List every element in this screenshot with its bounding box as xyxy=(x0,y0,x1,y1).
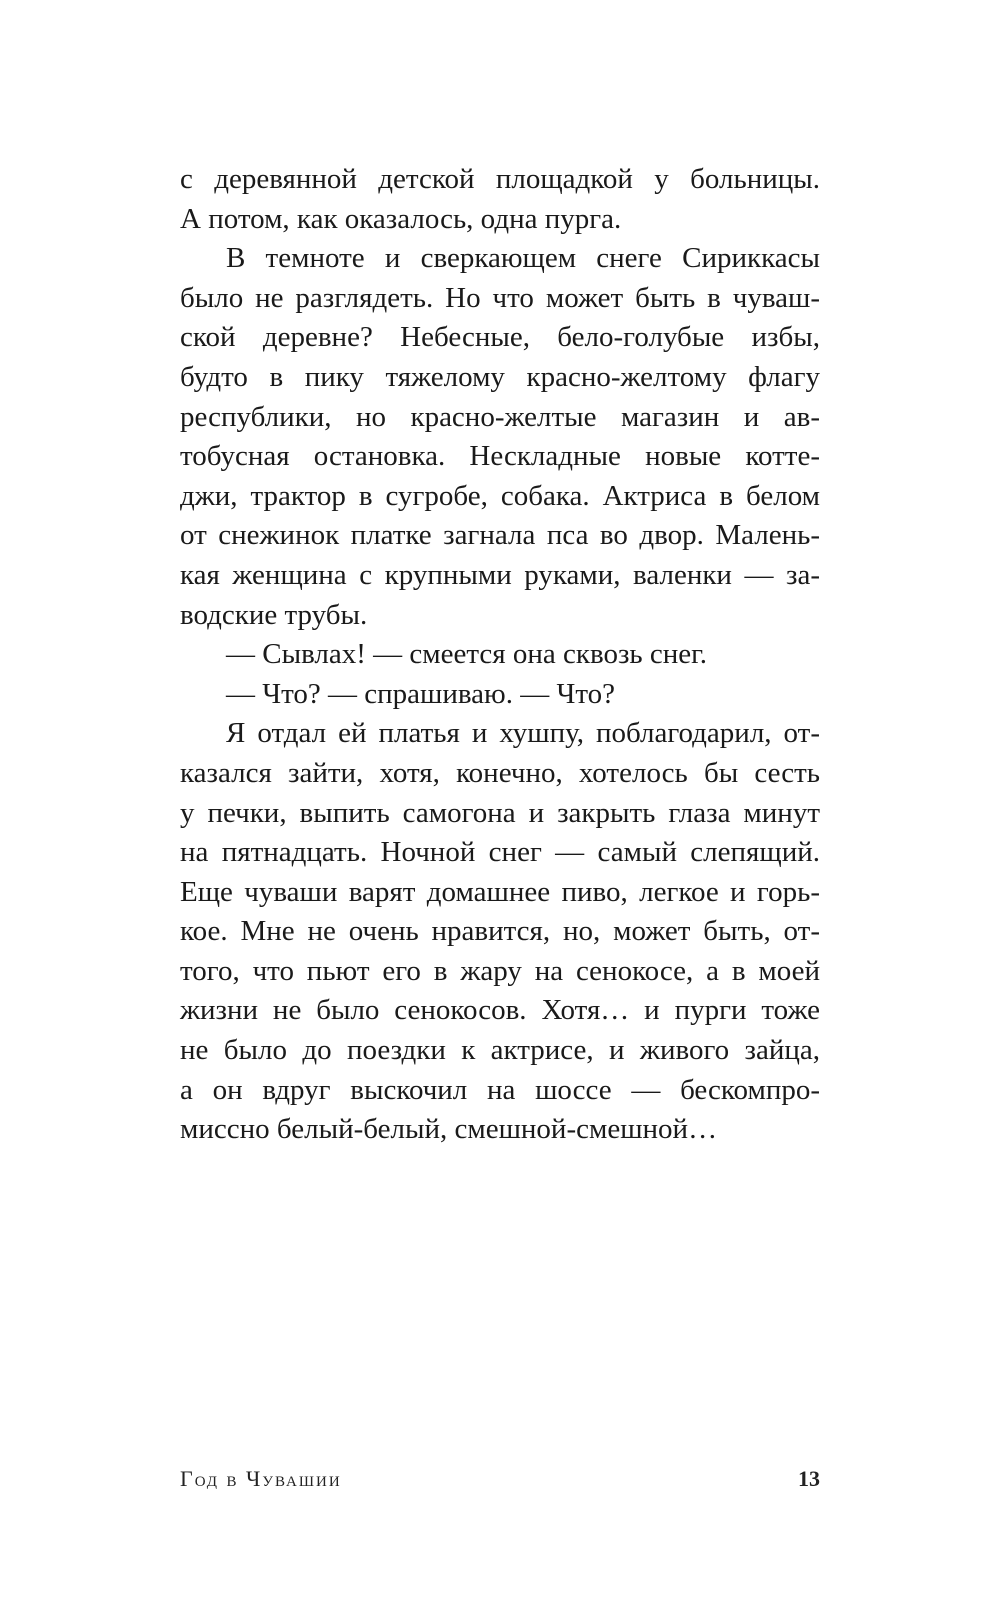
text-line: миссно белый-белый, смешной-смешной… xyxy=(180,1113,718,1146)
text-line: будто в пику тяжелому красно-желтому флагу xyxy=(180,360,820,393)
body-text xyxy=(180,160,820,1150)
text-line: кое. Мне не очень нравится, но, может быть, от- xyxy=(180,915,820,948)
text-line: с деревянной детской площадкой у больницы. xyxy=(180,163,820,195)
text-line: того, что пьют его в жару на сенокосе, а в моей xyxy=(180,954,820,987)
page-number: 13 xyxy=(798,1466,820,1491)
dialogue-line: — Что? — спрашиваю. — Что? xyxy=(226,677,615,710)
text-line: у печки, выпить самогона и закрыть глаза минут xyxy=(180,796,820,829)
text-line: А потом, как оказалось, одна пурга. xyxy=(180,202,622,235)
text-line: джи, трактор в сугробе, собака. Актриса в белом xyxy=(180,479,820,512)
text-line: а он вдруг выскочил на шоссе — бескомпро- xyxy=(180,1073,820,1106)
text-line: Еще чуваши варят домашнее пиво, легкое и горь- xyxy=(180,875,820,908)
running-footer-title: Год в Чувашии xyxy=(180,1466,342,1491)
text-line: Я отдал ей платья и хушпу, поблагодарил, от- xyxy=(226,717,820,750)
text-line: ской деревне? Небесные, бело-голубые избы, xyxy=(180,321,820,354)
text-line: В темноте и сверкающем снеге Сириккасы xyxy=(226,242,820,275)
text-line: водские трубы. xyxy=(180,598,368,631)
text-line: от снежинок платке загнала пса во двор. Малень- xyxy=(180,519,820,552)
text-line: на пятнадцать. Ночной снег — самый слепящий. xyxy=(180,836,820,869)
text-line: тобусная остановка. Нескладные новые котте- xyxy=(180,440,820,473)
text-line: не было до поездки к актрисе, и живого зайца, xyxy=(180,1034,820,1067)
text-line: кая женщина с крупными руками, валенки — за- xyxy=(180,558,820,591)
text-line: казался зайти, хотя, конечно, хотелось бы сесть xyxy=(180,756,820,789)
text-line: было не разглядеть. Но что может быть в чуваш- xyxy=(180,281,820,314)
text-line: жизни не было сенокосов. Хотя… и пурги тоже xyxy=(180,994,820,1027)
text-line: республики, но красно-желтые магазин и ав- xyxy=(180,400,820,433)
dialogue-line: — Сывлах! — смеется она сквозь снег. xyxy=(226,638,708,671)
